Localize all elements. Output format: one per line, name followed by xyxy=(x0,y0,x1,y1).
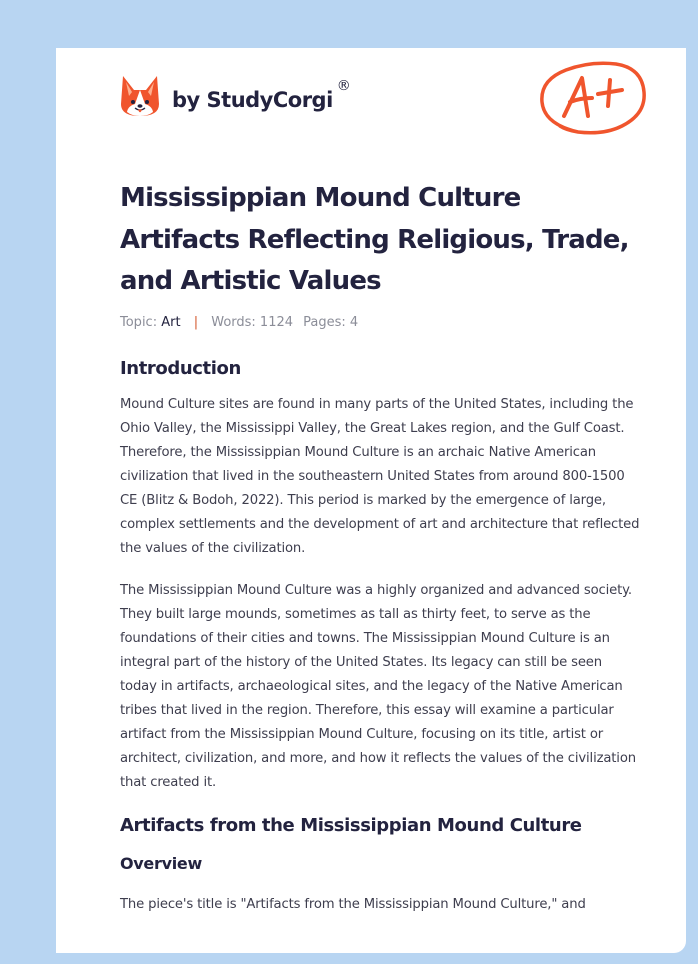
header xyxy=(56,48,686,158)
a-plus-grade-icon xyxy=(538,58,648,145)
overview-heading: Overview xyxy=(120,853,202,873)
introduction-paragraph-2: The Mississippian Mound Culture was a highly organized and advanced society. They built large mounds, sometimes as tall as thirty feet, to serve as the foundations of their cities and towns. The Mississippian Mound Culture is an integral part of the history of the United States. Its legacy can still be seen today in artifacts, archaeological sites, and the legacy of the Native American tribes that lived in the region. Therefore, this essay will examine a particular artifact from the Mississippian Mound Culture, focusing on its title, artist or architect, civilization, and more, and how it reflects the values of the civilization that created it. xyxy=(120,582,636,790)
page-title: Mississippian Mound Culture Artifacts Reflecting Religious, Trade, and Artistic Values xyxy=(120,183,629,296)
corgi-logo-icon xyxy=(120,74,160,118)
introduction-heading: Introduction xyxy=(120,357,241,379)
article-content xyxy=(120,178,640,917)
studycorgi-logo[interactable] xyxy=(120,74,351,118)
overview-paragraph-1: The piece's title is "Artifacts from the Mississippian Mound Culture," and xyxy=(120,896,586,912)
topic-label: Topic: xyxy=(120,314,158,330)
topic-link[interactable]: Art xyxy=(161,314,181,330)
artifacts-heading: Artifacts from the Mississippian Mound Culture xyxy=(120,814,582,836)
brand-name: by StudyCorgi xyxy=(172,88,333,112)
article-meta xyxy=(120,315,640,330)
document-card xyxy=(56,48,686,953)
meta-separator: | xyxy=(193,314,199,330)
introduction-paragraph-1: Mound Culture sites are found in many parts of the United States, including the Ohio Valley, the Mississippi Valley, the Great Lakes region, and the Gulf Coast. Therefore, the Mississippian Mound Culture is an archaic Native American civilization that lived in the southeastern United States from around 800-1500 CE (Blitz & Bodoh, 2022). This period is marked by the emergence of large, complex settlements and the development of art and architecture that reflected the values of the civilization. xyxy=(120,396,640,556)
page-count: Pages: 4 xyxy=(303,314,359,330)
word-count: Words: 1124 xyxy=(211,314,294,330)
registered-mark: ® xyxy=(336,78,351,94)
